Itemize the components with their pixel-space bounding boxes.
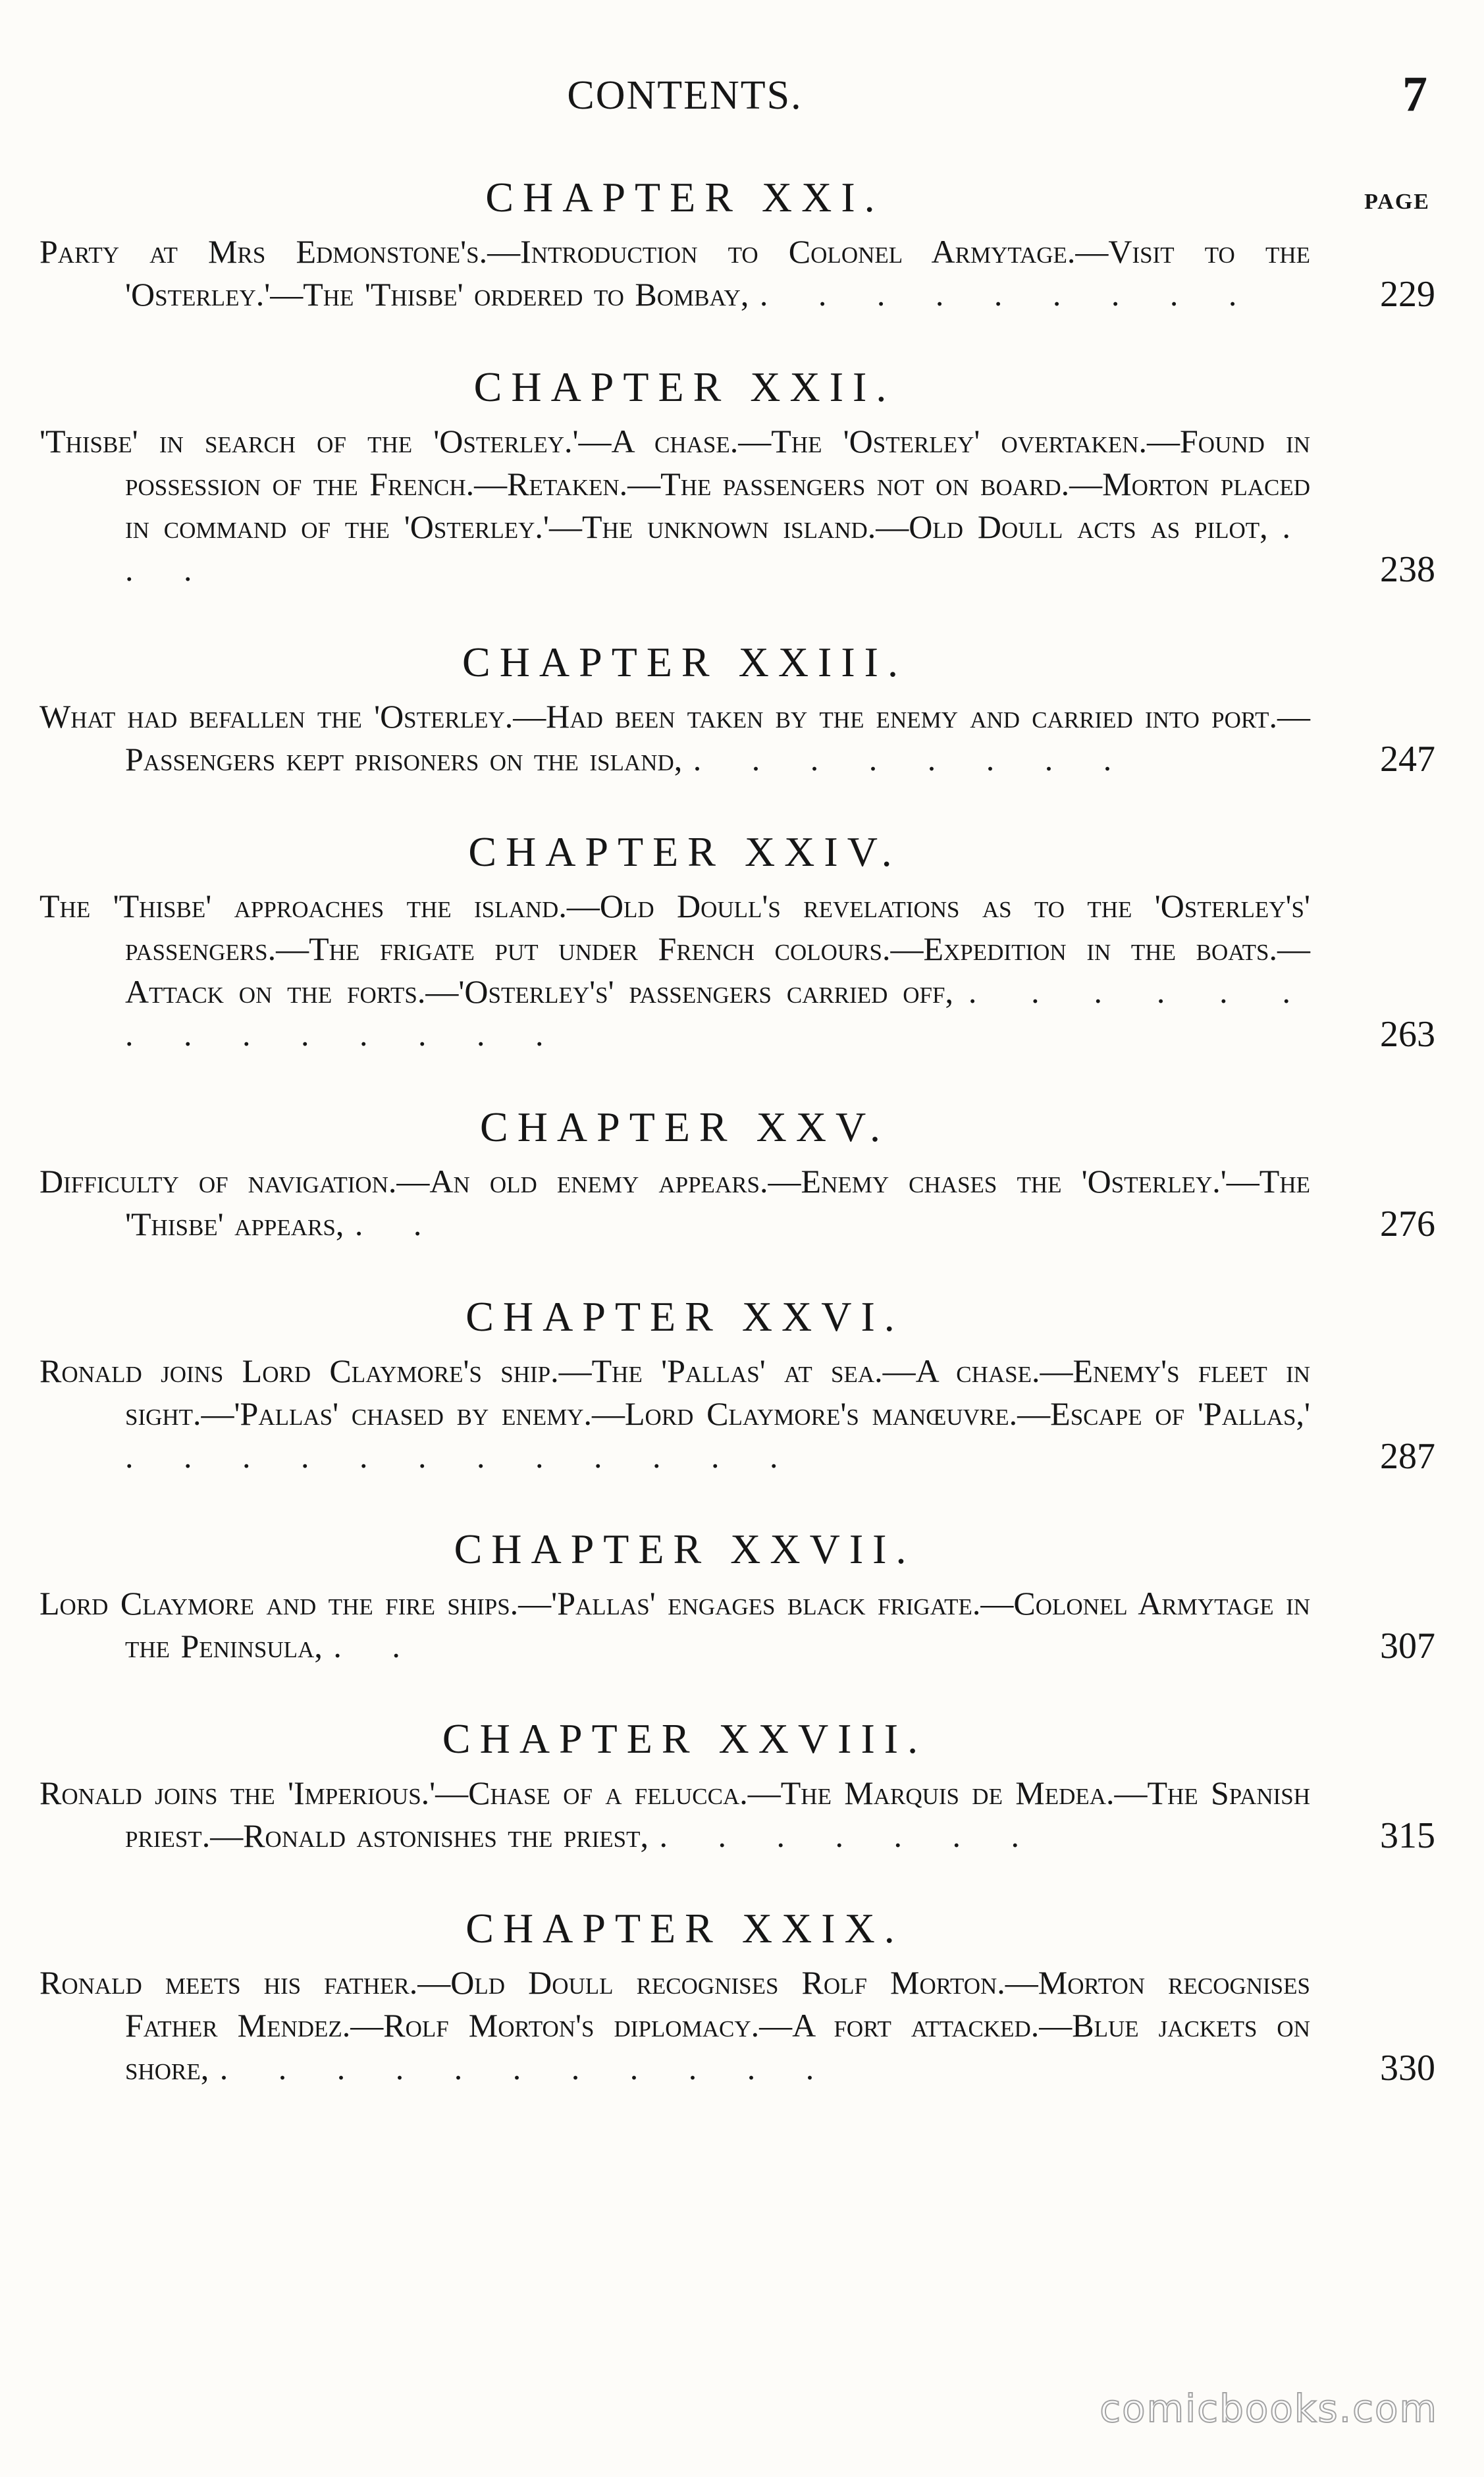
chapter-title: CHAPTER XXIV. xyxy=(468,828,901,875)
chapter-title: CHAPTER XXI. xyxy=(485,174,884,221)
running-title: CONTENTS. xyxy=(567,73,803,118)
chapter-summary xyxy=(40,1772,1435,1857)
chapter-summary xyxy=(40,1350,1435,1478)
leader-dots: . . . . . . . . . . . . . . xyxy=(125,973,1311,1053)
chapter-page: 263 xyxy=(1380,1014,1435,1055)
leader-dots: . . xyxy=(354,1206,442,1242)
chapter-title: CHAPTER XXVII. xyxy=(454,1526,916,1572)
chapter-summary xyxy=(40,230,1435,316)
leader-dots: . . . . . . . . . . . . xyxy=(125,1438,798,1475)
leader-dots: . . xyxy=(333,1628,420,1665)
leader-dots: . . . . . . . . . xyxy=(759,276,1257,313)
page-number: 7 xyxy=(1402,67,1427,122)
chapter-title: CHAPTER XXIII. xyxy=(462,639,907,685)
leader-dots: . . . . . . . xyxy=(659,1817,1040,1854)
chapter-summary xyxy=(40,1160,1435,1246)
page-header xyxy=(40,66,1435,165)
chapter-page: 307 xyxy=(1380,1626,1435,1666)
chapter-page: 276 xyxy=(1380,1204,1435,1244)
chapter-page: 247 xyxy=(1380,739,1435,780)
chapter-title: CHAPTER XXV. xyxy=(480,1104,889,1150)
chapter-24 xyxy=(40,819,1435,1056)
summary-text: The 'Thisbe' approaches the island.—Old Doull's revelations as to the 'Osterley's' passengers.—The frigate put under French colours.—Expedition in the boats.—Attack on the forts.—'Osterley's' passengers carried off, xyxy=(40,888,1310,1010)
chapter-title: CHAPTER XXIX. xyxy=(465,1905,904,1952)
page-column-label: PAGE xyxy=(1364,190,1430,214)
chapter-page: 238 xyxy=(1380,549,1435,590)
chapter-25 xyxy=(40,1094,1435,1246)
chapter-page: 229 xyxy=(1380,274,1435,315)
chapter-summary xyxy=(40,420,1435,591)
summary-text: Ronald meets his father.—Old Doull recognises Rolf Morton.—Morton recognises Father Mendez.—Rolf Morton's diplomacy.—A fort attacked.—Blue jackets on shore, xyxy=(40,1964,1310,2087)
chapter-title: CHAPTER XXVIII. xyxy=(442,1715,928,1762)
chapter-23 xyxy=(40,629,1435,781)
chapter-26 xyxy=(40,1284,1435,1478)
chapter-title: CHAPTER XXVI. xyxy=(465,1293,904,1340)
chapter-27 xyxy=(40,1516,1435,1668)
chapter-22 xyxy=(40,354,1435,591)
contents-page xyxy=(40,66,1435,2090)
chapter-21 xyxy=(40,165,1435,316)
chapter-page: 330 xyxy=(1380,2048,1435,2089)
summary-text: Party at Mrs Edmonstone's.—Introduction to Colonel Armytage.—Visit to the 'Osterley.'—The 'Thisbe' ordered to Bombay, xyxy=(40,233,1310,313)
summary-text: Lord Claymore and the fire ships.—'Pallas' engages black frigate.—Colonel Armytage in the Peninsula, xyxy=(40,1585,1310,1665)
leader-dots: . . . . . . . . xyxy=(693,741,1132,778)
chapter-28 xyxy=(40,1706,1435,1857)
summary-text: Ronald joins Lord Claymore's ship.—The 'Pallas' at sea.—A chase.—Enemy's fleet in sight.—'Pallas' chased by enemy.—Lord Claymore's manœuvre.—Escape of 'Pallas,' xyxy=(40,1352,1310,1432)
chapter-page: 287 xyxy=(1380,1436,1435,1477)
summary-text: 'Thisbe' in search of the 'Osterley.'—A chase.—The 'Osterley' overtaken.—Found in possession of the French.—Retaken.—The passengers not on board.—Morton placed in command of the 'Osterley.'—The unknown island.—Old Doull acts as pilot, xyxy=(40,423,1310,545)
chapter-summary xyxy=(40,885,1435,1056)
chapter-summary xyxy=(40,695,1435,781)
leader-dots: . . . . . . . . . . . xyxy=(219,2050,834,2087)
leader-dots: . . . xyxy=(125,508,1310,588)
chapter-page: 315 xyxy=(1380,1815,1435,1856)
summary-text: Ronald joins the 'Imperious.'—Chase of a felucca.—The Marquis de Medea.—The Spanish priest.—Ronald astonishes the priest, xyxy=(40,1774,1310,1854)
summary-text: Difficulty of navigation.—An old enemy appears.—Enemy chases the 'Osterley.'—The 'Thisbe' appears, xyxy=(40,1163,1310,1242)
chapter-title: CHAPTER XXII. xyxy=(473,363,896,410)
chapter-summary xyxy=(40,1961,1435,2090)
chapter-29 xyxy=(40,1896,1435,2090)
watermark: comicbooks.com xyxy=(1100,2386,1438,2431)
summary-text: What had befallen the 'Osterley.—Had been taken by the enemy and carried into port.—Passengers kept prisoners on the island, xyxy=(40,698,1310,778)
chapter-summary xyxy=(40,1582,1435,1668)
